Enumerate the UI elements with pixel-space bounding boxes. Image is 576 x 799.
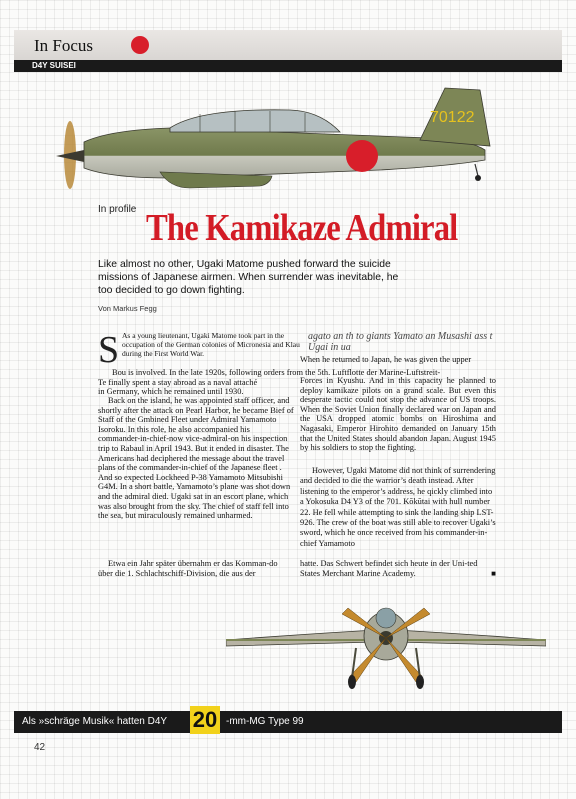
body-paragraph: hatte. Das Schwert befindet sich heute in der Uni-ted States Merchant Marine Academy. (300, 559, 478, 578)
section-subtitle: D4Y SUISEI (14, 60, 562, 72)
body-paragraph: However, Ugaki Matome did not think of surrendering and decided to die the warrior’s death instead. After listening to the emperor’s address, he qickly climbed into a Yokosuka D4 Y3 of the 701. Kōkūtai with hull number 22. He fell while attempting to sink the landing ship LST-926. The crew of the boat was still able to recover Ugaki’s sword, which he once received from his commander-in-chief Yamamoto (300, 466, 496, 548)
article-lead (98, 258, 488, 297)
kicker: In profile (98, 204, 137, 215)
caption-number-badge: 20 (190, 706, 220, 734)
tail-code: 70122 (430, 109, 475, 126)
lead-line: Like almost no other, Ugaki Matome pushed forward the suicide (98, 259, 391, 270)
body-column-left (98, 396, 294, 521)
body-paragraph: Etwa ein Jahr später übernahm er das Komman-do über die 1. Schlachtschiff-Division, die aus der (98, 559, 278, 578)
section-title: In Focus (34, 36, 94, 55)
body-line: When he returned to Japan, he was given the upper (300, 355, 472, 364)
body-line: Te finally spent a stay abroad as a naval attaché (98, 378, 258, 387)
end-mark-icon: ■ (491, 568, 496, 578)
body-column-right (300, 376, 496, 453)
garbled-italic-text: agato an th to giants Yamato an Musashi ass t Ugai in ua (308, 331, 493, 353)
bridge-line: Bou is involved. In the late 1920s, following orders from the 5th. Luftflotte der Marine-Luftstreit- (112, 368, 441, 377)
body-line: in Germany, which he remained until 1930. (98, 387, 244, 396)
caption-left: Als »schräge Musik« hatten D4Y (22, 716, 168, 727)
d4y-front-view-illustration (226, 590, 546, 710)
body-column-bottom-left (98, 559, 294, 578)
author-byline: Von Markus Fegg (98, 304, 157, 313)
body-paragraph: Forces in Kyushu. And in this capacity he planned to deploy kamikaze pilots on a grand scale. But even this desperate tactic could not stop the advance of US troops. When the Soviet Union finally declared war on Japan and the USA dropped atomic bombs on Hiroshima and Nagasaki, Emperor Hirohito demanded on January 15th that the United States should abandon Japan. August 1945 by his soldiers to stop the fighting. (300, 376, 496, 453)
lead-line: missions of Japanese airmen. When surrender was inevitable, he (98, 272, 399, 283)
body-paragraph: Back on the island, he was appointed staff officer, and shortly after the attack on Pearl Harbor, he became Bief of Staff of the Gmbined Fleet under Admiral Yamamoto Isoroku. In this role, he also accompanied his commander-in-chief-now vice-admiral-on his inspection trip to Rabaul in April 1943. But it ended in disaster. The Americans had deciphered the message about the travel plans of the commander-in-chief of the Japanese fleet . And so expected Lockheed P-38 Yamamoto Mitsubishi G4M. In a short battle, Yamamoto’s plane was shot down and the admiral died. Ugaki sat in an escort plane, which was also brought from the sky. The chief of staff fell into the sea, but miraculously remained unharmed. (98, 396, 294, 521)
rising-sun-icon (131, 36, 149, 54)
page-number: 42 (34, 742, 46, 753)
article-title: The Kamikaze Admiral (146, 207, 458, 249)
body-column-bottom-right (300, 559, 496, 578)
caption-right: -mm-MG Type 99 (226, 716, 304, 727)
drop-cap: S (98, 329, 120, 371)
section-header-bar (14, 30, 562, 60)
lead-line: too decided to go down fighting. (98, 285, 245, 296)
intro-paragraph: As a young lieutenant, Ugaki Matome took part in the occupation of the German colonies of Micronesia and Klau during the First World War. (122, 331, 300, 358)
d4y-side-profile-illustration (50, 80, 500, 200)
body-column-right-second (300, 466, 496, 549)
